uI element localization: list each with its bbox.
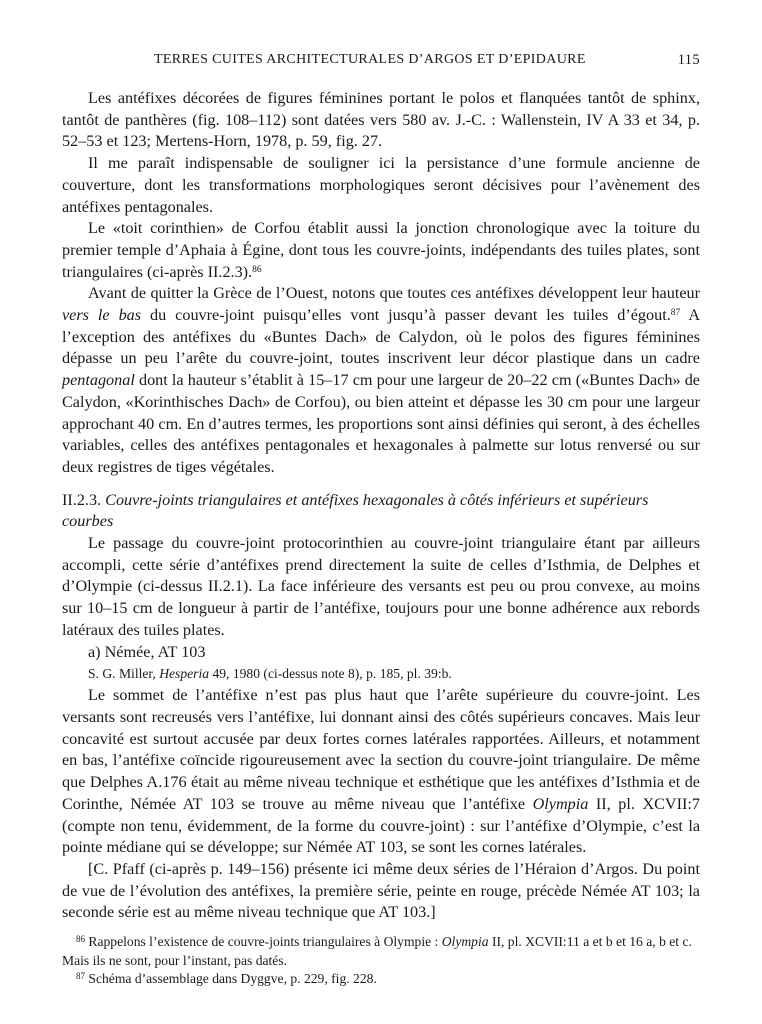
reference-details: 49, 1980 (ci-dessus note 8), p. 185, pl. 39:b.: [209, 666, 452, 682]
bibliographic-reference: [62, 664, 700, 684]
paragraph-4-part-c: A l’exception des antéfixes du «Buntes Dach» de Calydon, où le polos des figures féminines dépasse un peu l’arête du couvre-joint, toutes inscrivent leur décor plastique dans un cadre: [62, 306, 701, 368]
paragraph-4-emphasis-1: vers le bas: [62, 306, 142, 325]
reference-journal: Hesperia: [159, 666, 210, 682]
footnote-ref-87: 87: [670, 308, 681, 319]
paragraph-6: [62, 685, 700, 859]
footnote-87: [62, 970, 700, 989]
running-head: [62, 52, 700, 76]
section-heading: [62, 490, 700, 533]
paragraph-3: [62, 218, 700, 283]
item-heading-a: a) Némée, AT 103: [88, 642, 206, 661]
running-head-title: TERRES CUITES ARCHITECTURALES D’ARGOS ET D’EPIDAURE: [154, 52, 586, 67]
footnote-86-text-b: II, pl. XCVII:11 a et b et 16 a, b et c. Mais ils ne sont, pour l’instant, pas datés.: [62, 934, 692, 968]
paragraph-6-part-b: II, pl. XCVII:7 (compte non tenu, évidemment, de la forme du couvre-joint) : sur l’antéfixe d’Olympie, c’est la pointe médiane qui se développe; sur Némée AT 103, se sont les cornes latérales.: [62, 794, 700, 857]
paragraph-2: Il me paraît indispensable de souligner ici la persistance d’une formule ancienne de couverture, dont les transformations morphologiques seront décisives pour l’avènement des antéfixes pentagonales.: [62, 154, 700, 216]
paragraph-4-part-b: du couvre-joint puisqu’elles vont jusqu’à passer devant les tuiles d’égout.: [141, 306, 671, 325]
paragraph-4-part-d: dont la hauteur s’établit à 15–17 cm pour une largeur de 20–22 cm («Buntes Dach» de Calydon, «Korinthisches Dach» de Corfou), ou bien atteint et dépasse les 30 cm pour une largeur approchant 40 cm. En d’autres termes, les proportions sont ainsi définies qui seront, à des échelles variables, celles des antéfixes pentagonales et hexagonales à palmette sur lotus renversé ou sur deux registres de tiges végétales.: [62, 371, 700, 476]
page: [62, 52, 700, 989]
paragraph-4: [62, 283, 700, 478]
footnote-ref-86: 86: [252, 264, 262, 275]
paragraph-1: Les antéfixes décorées de figures féminines portant le polos et flanquées tantôt de sphinx, tantôt de panthères (fig. 108–112) sont datées vers 580 av. J.-C. : Wallenstein, IV A 33 et 34, p. 52–53 et 123; Mertens-Horn, 1978, p. 59, fig. 27.: [62, 89, 700, 151]
section-title: Couvre-joints triangulaires et antéfixes hexagonales à côtés inférieurs et supérieurs courbes: [62, 490, 649, 531]
reference-author: S. G. Miller,: [88, 666, 160, 682]
footnotes: [62, 933, 700, 989]
paragraph-7: [C. Pfaff (ci-après p. 149–156) présente ici même deux séries de l’Héraion d’Argos. Du point de vue de l’évolution des antéfixes, la première série, peinte en rouge, précède Némée AT 103; la seconde série est au même niveau technique que AT 103.]: [62, 859, 700, 922]
page-number: 115: [677, 52, 700, 68]
footnote-86-text-a: Rappelons l’existence de couvre-joints triangulaires à Olympie :: [85, 934, 442, 950]
footnote-86: [62, 933, 700, 970]
paragraph-6-emphasis: Olympia: [532, 794, 589, 813]
footnote-87-text: Schéma d’assemblage dans Dyggve, p. 229, fig. 228.: [85, 971, 377, 987]
paragraph-4-part-a: Avant de quitter la Grèce de l’Ouest, notons que toutes ces antéfixes développent leur hauteur: [88, 284, 700, 303]
body-text: [62, 88, 700, 924]
section-number: II.2.3.: [62, 490, 102, 509]
paragraph-5: Le passage du couvre-joint protocorinthien au couvre-joint triangulaire étant par ailleurs accompli, cette série d’antéfixes prend directement la suite de celles d’Isthmia, de Delphes et d’Olympie (ci-dessus II.2.1). La face inférieure des versants est peu ou prou convexe, au moins sur 10–15 cm de longueur à partir de l’antéfixe, toujours pour une bonne adhérence aux rebords latéraux des tuiles plates.: [62, 534, 700, 639]
footnote-87-number: 87: [76, 971, 85, 982]
paragraph-4-emphasis-2: pentagonal: [62, 371, 135, 390]
paragraph-6-part-a: Le sommet de l’antéfixe n’est pas plus haut que l’arête supérieure du couvre-joint. Les versants sont recreusés vers l’antéfixe, lui donnant ainsi des côtés supérieurs concaves. Mais leur concavité est surtout accusée par deux fortes cornes latérales rapportées. Ailleurs, et notamment en bas, l’antéfixe coïncide rigoureusement avec la section du couvre-joint triangulaire. De même que Delphes A.176 était au même niveau technique et esthétique que les antéfixes d’Isthmia et de Corinthe, Némée AT 103 se trouve au même niveau que l’antéfixe: [62, 686, 700, 813]
paragraph-3-text: Le «toit corinthien» de Corfou établit aussi la jonction chronologique avec la toiture du premier temple d’Aphaia à Égine, dont tous les couvre-joints, indépendants des tuiles plates, sont triangulaires (ci-après II.2.3).: [62, 219, 700, 281]
footnote-86-number: 86: [76, 934, 85, 945]
footnote-86-emphasis: Olympia: [441, 934, 489, 950]
